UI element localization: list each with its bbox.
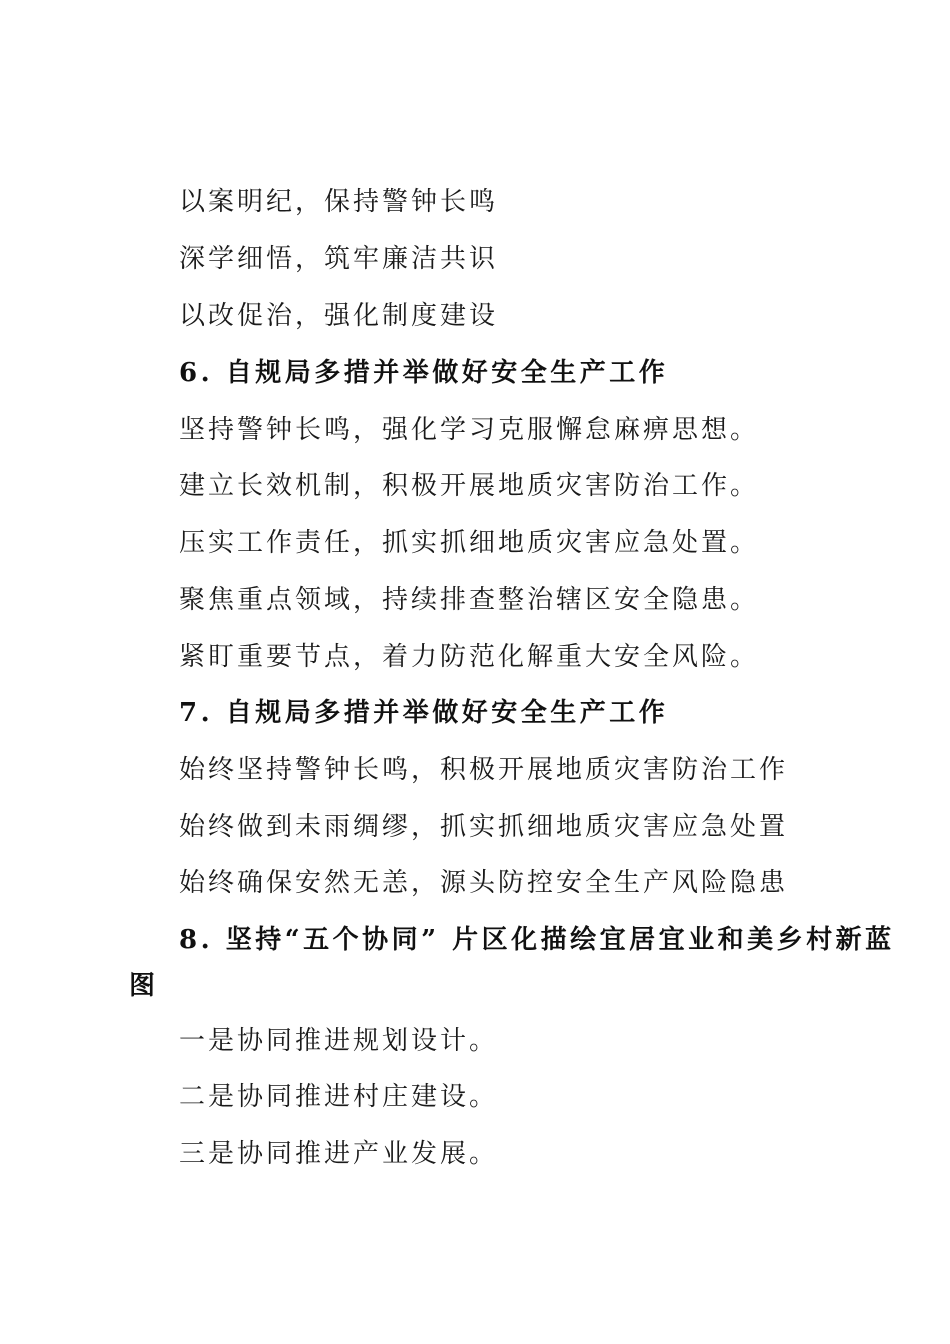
section-heading-7: 7. 自规局多措并举做好安全生产工作	[179, 698, 669, 728]
text-line: 建立长效机制，积极开展地质灾害防治工作。	[179, 471, 760, 501]
section-heading-8: 8. 坚持“五个协同” 片区化描绘宜居宜业和美乡村新蓝	[179, 925, 895, 955]
text-line: 紧盯重要节点，着力防范化解重大安全风险。	[179, 642, 760, 672]
text-line: 二是协同推进村庄建设。	[179, 1082, 499, 1112]
section-heading-8-continued: 图	[129, 971, 159, 1001]
text-line: 一是协同推进规划设计。	[179, 1026, 499, 1056]
text-line: 三是协同推进产业发展。	[179, 1139, 499, 1169]
text-line: 始终做到未雨绸缪，抓实抓细地质灾害应急处置	[179, 812, 789, 842]
text-line: 坚持警钟长鸣，强化学习克服懈怠麻痹思想。	[179, 415, 760, 445]
text-line: 始终坚持警钟长鸣，积极开展地质灾害防治工作	[179, 755, 789, 785]
text-line: 始终确保安然无恙，源头防控安全生产风险隐患	[179, 868, 789, 898]
text-line: 深学细悟，筑牢廉洁共识	[179, 244, 499, 274]
text-line: 聚焦重点领域，持续排查整治辖区安全隐患。	[179, 585, 760, 615]
text-line: 以改促治，强化制度建设	[179, 301, 499, 331]
section-heading-6: 6. 自规局多措并举做好安全生产工作	[179, 358, 669, 388]
text-line: 压实工作责任，抓实抓细地质灾害应急处置。	[179, 528, 760, 558]
text-line: 以案明纪，保持警钟长鸣	[179, 187, 499, 217]
